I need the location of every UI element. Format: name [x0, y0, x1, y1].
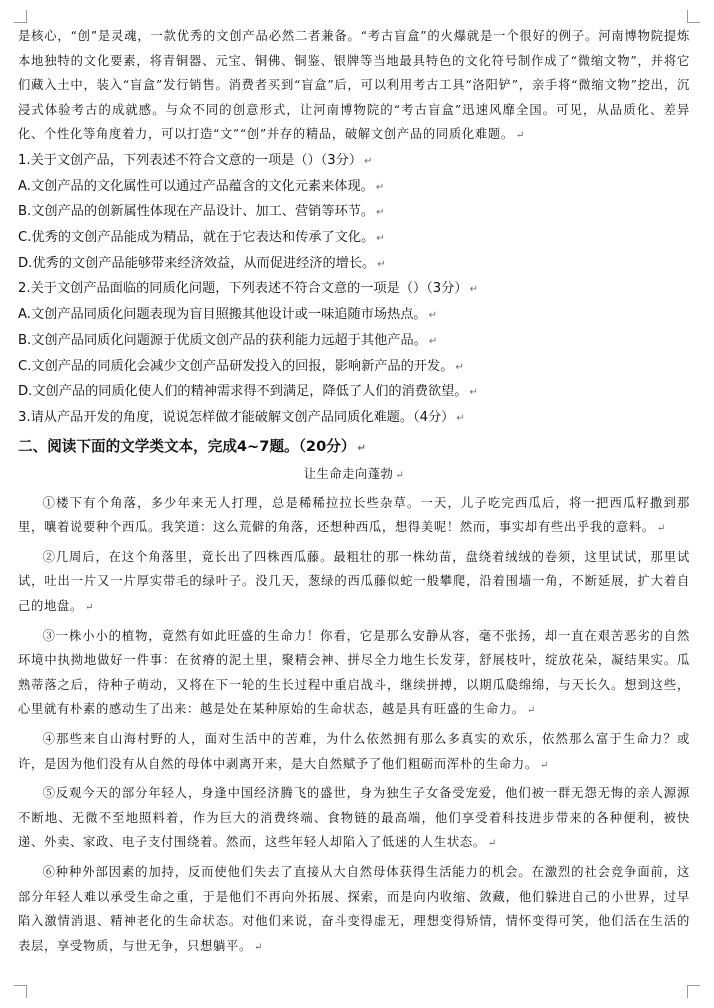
question-1-option-d: D.优秀的文创产品能够带来经济效益，从而促进经济的增长。 ↵: [18, 255, 386, 271]
essay-paragraph-3: ③一株小小的植物，竟然有如此旺盛的生命力！你看，它是那么安静从容，毫不张扬，却一直在艰苦恶劣的自然环境中执拗地做好一件事：在贫瘠的泥土里，聚精会神、拼尽全力地生长发芽，舒展枝叶，绽放花朵，凝结果实。瓜熟蒂落之后，待种子萌动，又将在下一轮的生长过程中重启战斗，继续拼搏，以期瓜瓞绵绵，与天长久。想到这些，心里就有朴素的感动生了出来：越是处在某种原始的生命状态，越是具有旺盛的生命力。 ↵: [18, 628, 690, 717]
page-content: [18, 24, 690, 960]
crop-mark-top-right: [687, 10, 700, 23]
question-3-stem: 3.请从产品开发的角度，说说怎样做才能破解文创产品同质化难题。（4分） ↵: [18, 410, 465, 425]
essay-title: 让生命走向蓬勃 ↵: [303, 466, 405, 481]
question-2-stem: 2.关于文创产品面临的同质化问题，下列表述不符合文意的一项是（）（3分） ↵: [18, 281, 478, 297]
essay-paragraph-1: ①楼下有个角落，多少年来无人打理，总是稀稀拉拉长些杂草。一天，儿子吃完西瓜后，将一把西瓜籽撒到那里，嚷着说要种个西瓜。我笑道：这么荒僻的角落，还想种西瓜，想得美呢！然而，事实却有些出乎我的意料。 ↵: [18, 495, 690, 535]
essay-paragraph-2: ②几周后，在这个角落里，竟长出了四株西瓜藤。最粗壮的那一株幼苗，盘绕着绒绒的卷须，这里试试，那里试试，吐出一片又一片厚实带毛的绿叶子。没几天，葱绿的西瓜藤似蛇一般攀爬，沿着围墙一角，不断延展，扩大着自己的地盘。 ↵: [18, 549, 690, 614]
question-1-option-a: A.文创产品的文化属性可以通过产品蕴含的文化元素来体现。 ↵: [18, 178, 385, 194]
question-1-option-b: B.文创产品的创新属性体现在产品设计、加工、营销等环节。 ↵: [18, 204, 385, 220]
question-2-option-a: A.文创产品同质化问题表现为盲目照搬其他设计或一味追随市场热点。 ↵: [18, 307, 437, 323]
crop-mark-bottom-left: [14, 985, 27, 998]
question-1-option-c: C.优秀的文创产品能成为精品，就在于它表达和传承了文化。 ↵: [18, 230, 385, 246]
question-1-stem: 1.关于文创产品，下列表述不符合文意的一项是（）（3分） ↵: [18, 152, 373, 168]
essay-paragraph-6: ⑥种种外部因素的加持，反而使他们失去了直接从大自然母体获得生活能力的机会。在激烈的社会竞争面前，这部分年轻人难以承受生命之重，于是他们不再向外拓展、探索，而是向内收缩、敛藏，他们躲进自己的小世界，过早陷入激情消退、精神老化的生命状态。对他们来说，奋斗变得虚无，理想变得矫情，情怀变得可笑，他们活在生活的表层，享受物质，与世无争，只想躺平。 ↵: [18, 865, 690, 953]
question-2-option-b: B.文创产品同质化问题源于优质文创产品的获利能力远超于其他产品。 ↵: [18, 332, 438, 348]
section-2-heading: 二、阅读下面的文学类文本，完成4~7题。（20分） ↵: [18, 437, 366, 455]
essay-paragraph-5: ⑤反观今天的部分年轻人，身逢中国经济腾飞的盛世，身为独生子女备受宠爱，他们被一群无怨无悔的亲人源源不断地、无微不至地照料着，作为巨大的消费终端、食物链的最高端，他们享受着科技进步带来的各种便利，被快递、外卖、家政、电子支付围绕着。然而，这些年轻人却陷入了低迷的人生状态。 ↵: [18, 786, 690, 850]
crop-mark-top-left: [14, 10, 27, 23]
question-2-option-c: C.文创产品的同质化会减少文创产品研发投入的回报，影响新产品的开发。 ↵: [18, 358, 464, 374]
intro-paragraph: 是核心，“创”是灵魂，一款优秀的文创产品必然二者兼备。“考古盲盒”的火爆就是一个很好的例子。河南博物院提炼本地独特的文化要素，将青铜器、元宝、铜佛、铜鉴、银牌等当地最具特色的文化符号制作成了“微缩文物”，并将它们藏入土中，装入“盲盒”发行销售。消费者买到“盲盒”后，可以利用考古工具“洛阳铲”，亲手将“微缩文物”挖出，沉浸式体验考古的成就感。与众不同的创意形式，让河南博物院的“考古盲盒”迅速风靡全国。可见，从品质化、差异化、个性化等角度着力，可以打造“文”“创”并存的精品，破解文创产品的同质化难题。 ↵: [18, 29, 690, 142]
crop-mark-bottom-right: [687, 985, 700, 998]
question-2-option-d: D.文创产品的同质化使人们的精神需求得不到满足，降低了人们的消费欲望。 ↵: [18, 384, 478, 400]
essay-paragraph-4: ④那些来自山海村野的人，面对生活中的苦难，为什么依然拥有那么多真实的欢乐，依然那么富于生命力？或许，是因为他们没有从自然的母体中剥离开来，是大自然赋予了他们粗砺而浑朴的生命力。 ↵: [18, 732, 690, 771]
